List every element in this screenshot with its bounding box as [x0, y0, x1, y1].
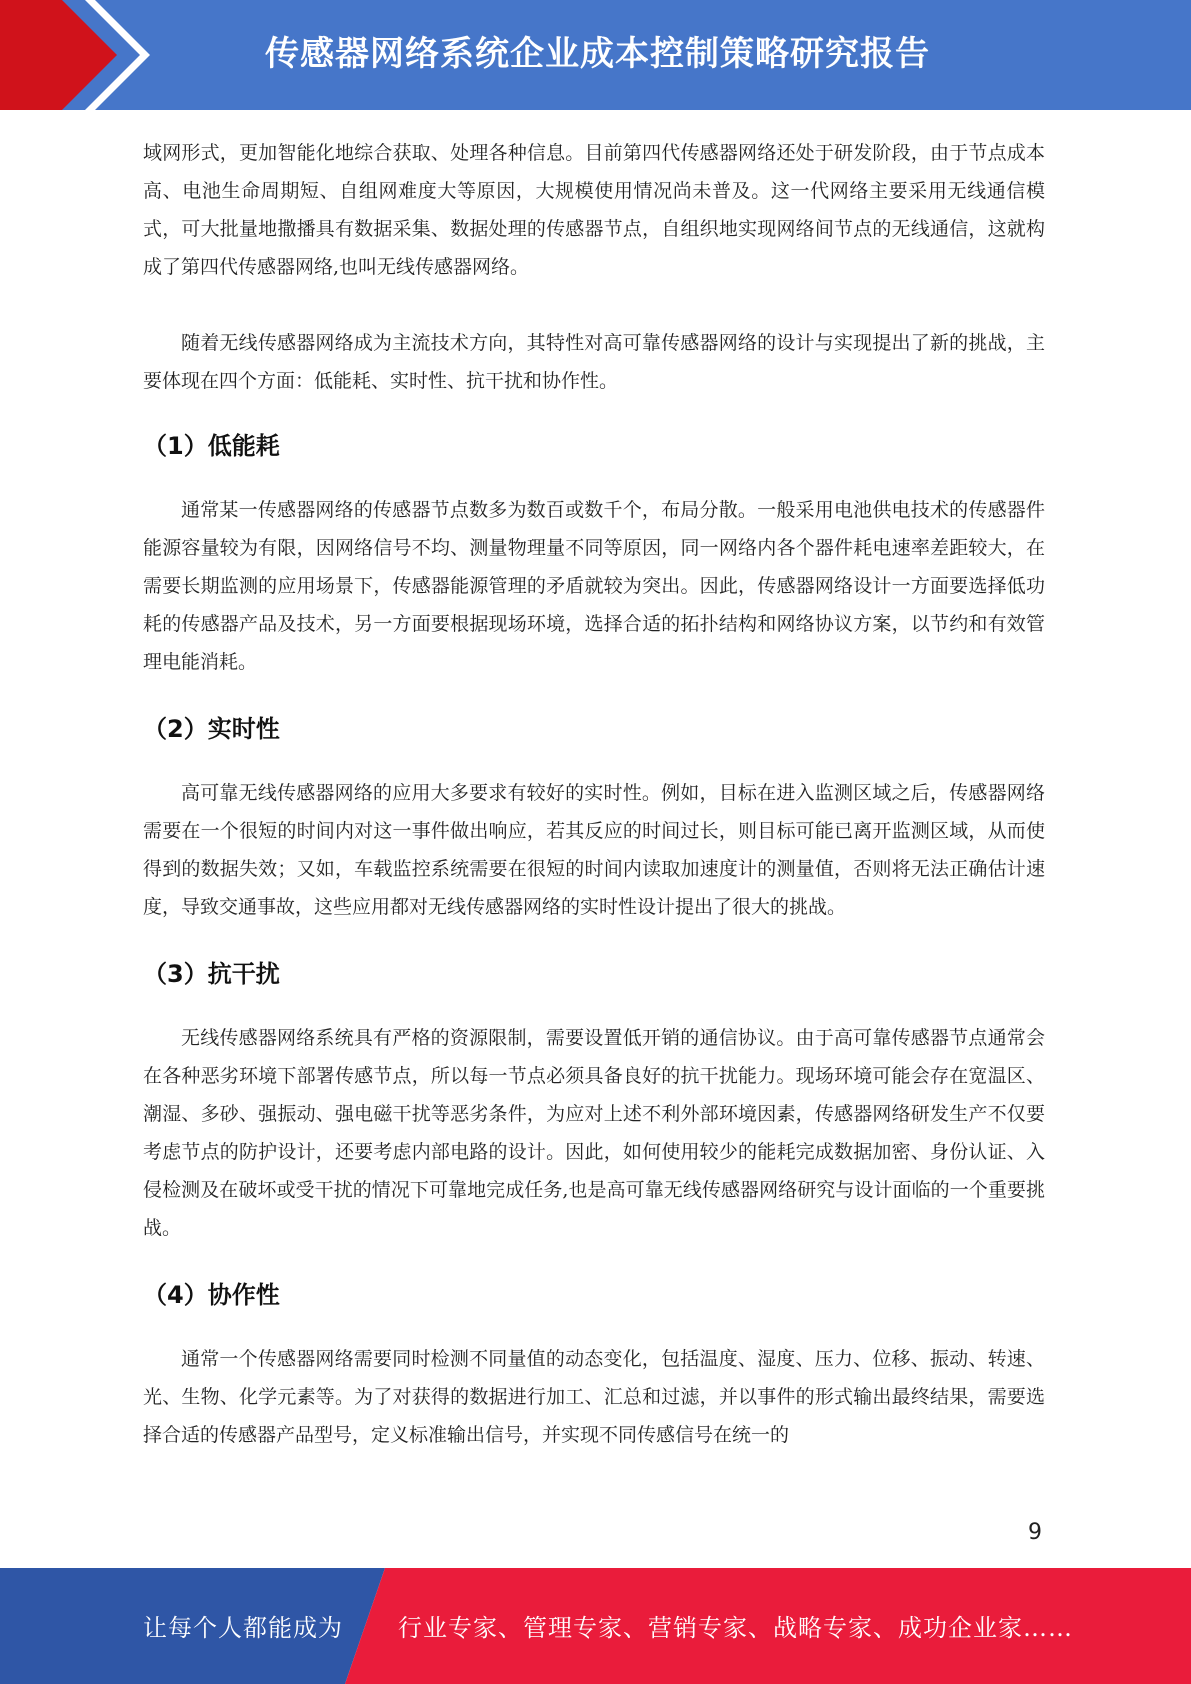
footer-slogan-left: 让每个人都能成为 [143, 1614, 343, 1642]
section-text-anti-interference: 无线传感器网络系统具有严格的资源限制，需要设置低开销的通信协议。由于高可靠传感器节点通常会在各种恶劣环境下部署传感节点，所以每一节点必须具备良好的抗干扰能力。现场环境可能会存在宽温区、潮湿、多砂、强振动、强电磁干扰等恶劣条件，为应对上述不利外部环境因素，传感器网络研发生产不仅要考虑节点的防护设计，还要考虑内部电路的设计。因此，如何使用较少的能耗完成数据加密、身份认证、入侵检测及在破坏或受干扰的情况下可靠地完成任务,也是高可靠无线传感器网络研究与设计面临的一个重要挑战。 [143, 1027, 1045, 1239]
document-body [143, 134, 1045, 1454]
paragraph-intro: 域网形式，更加智能化地综合获取、处理各种信息。目前第四代传感器网络还处于研发阶段，由于节点成本高、电池生命周期短、自组网难度大等原因，大规模使用情况尚未普及。这一代网络主要采用无线通信模式，可大批量地撒播具有数据采集、数据处理的传感器节点，自组织地实现网络间节点的无线通信，这就构成了第四代传感器网络,也叫无线传感器网络。 [143, 142, 1045, 278]
header-arrow-decoration [0, 0, 160, 110]
footer-slogan-right: 行业专家、管理专家、营销专家、战略专家、成功企业家…… [398, 1614, 1073, 1642]
page-number: 9 [1028, 1520, 1042, 1545]
paragraph-challenges: 随着无线传感器网络成为主流技术方向，其特性对高可靠传感器网络的设计与实现提出了新的挑战，主要体现在四个方面：低能耗、实时性、抗干扰和协作性。 [143, 332, 1045, 392]
section-text-collaboration: 通常一个传感器网络需要同时检测不同量值的动态变化，包括温度、湿度、压力、位移、振动、转速、光、生物、化学元素等。为了对获得的数据进行加工、汇总和过滤，并以事件的形式输出最终结果，需要选择合适的传感器产品型号，定义标准输出信号，并实现不同传感信号在统一的 [143, 1348, 1045, 1446]
section-heading-anti-interference: （3）抗干扰 [143, 960, 280, 988]
footer-band [0, 1568, 1191, 1684]
page-title: 传感器网络系统企业成本控制策略研究报告 [265, 34, 930, 74]
header-band [0, 0, 1191, 110]
section-text-low-power: 通常某一传感器网络的传感器节点数多为数百或数千个，布局分散。一般采用电池供电技术的传感器件能源容量较为有限，因网络信号不均、测量物理量不同等原因，同一网络内各个器件耗电速率差距较大，在需要长期监测的应用场景下，传感器能源管理的矛盾就较为突出。因此，传感器网络设计一方面要选择低功耗的传感器产品及技术，另一方面要根据现场环境，选择合适的拓扑结构和网络协议方案，以节约和有效管理电能消耗。 [143, 499, 1045, 673]
section-heading-collaboration: （4）协作性 [143, 1281, 280, 1309]
section-heading-low-power: （1）低能耗 [143, 432, 280, 460]
section-text-realtime: 高可靠无线传感器网络的应用大多要求有较好的实时性。例如，目标在进入监测区域之后，传感器网络需要在一个很短的时间内对这一事件做出响应，若其反应的时间过长，则目标可能已离开监测区域，从而使得到的数据失效；又如，车载监控系统需要在很短的时间内读取加速度计的测量值，否则将无法正确估计速度，导致交通事故，这些应用都对无线传感器网络的实时性设计提出了很大的挑战。 [143, 782, 1045, 918]
section-heading-realtime: （2）实时性 [143, 715, 280, 743]
